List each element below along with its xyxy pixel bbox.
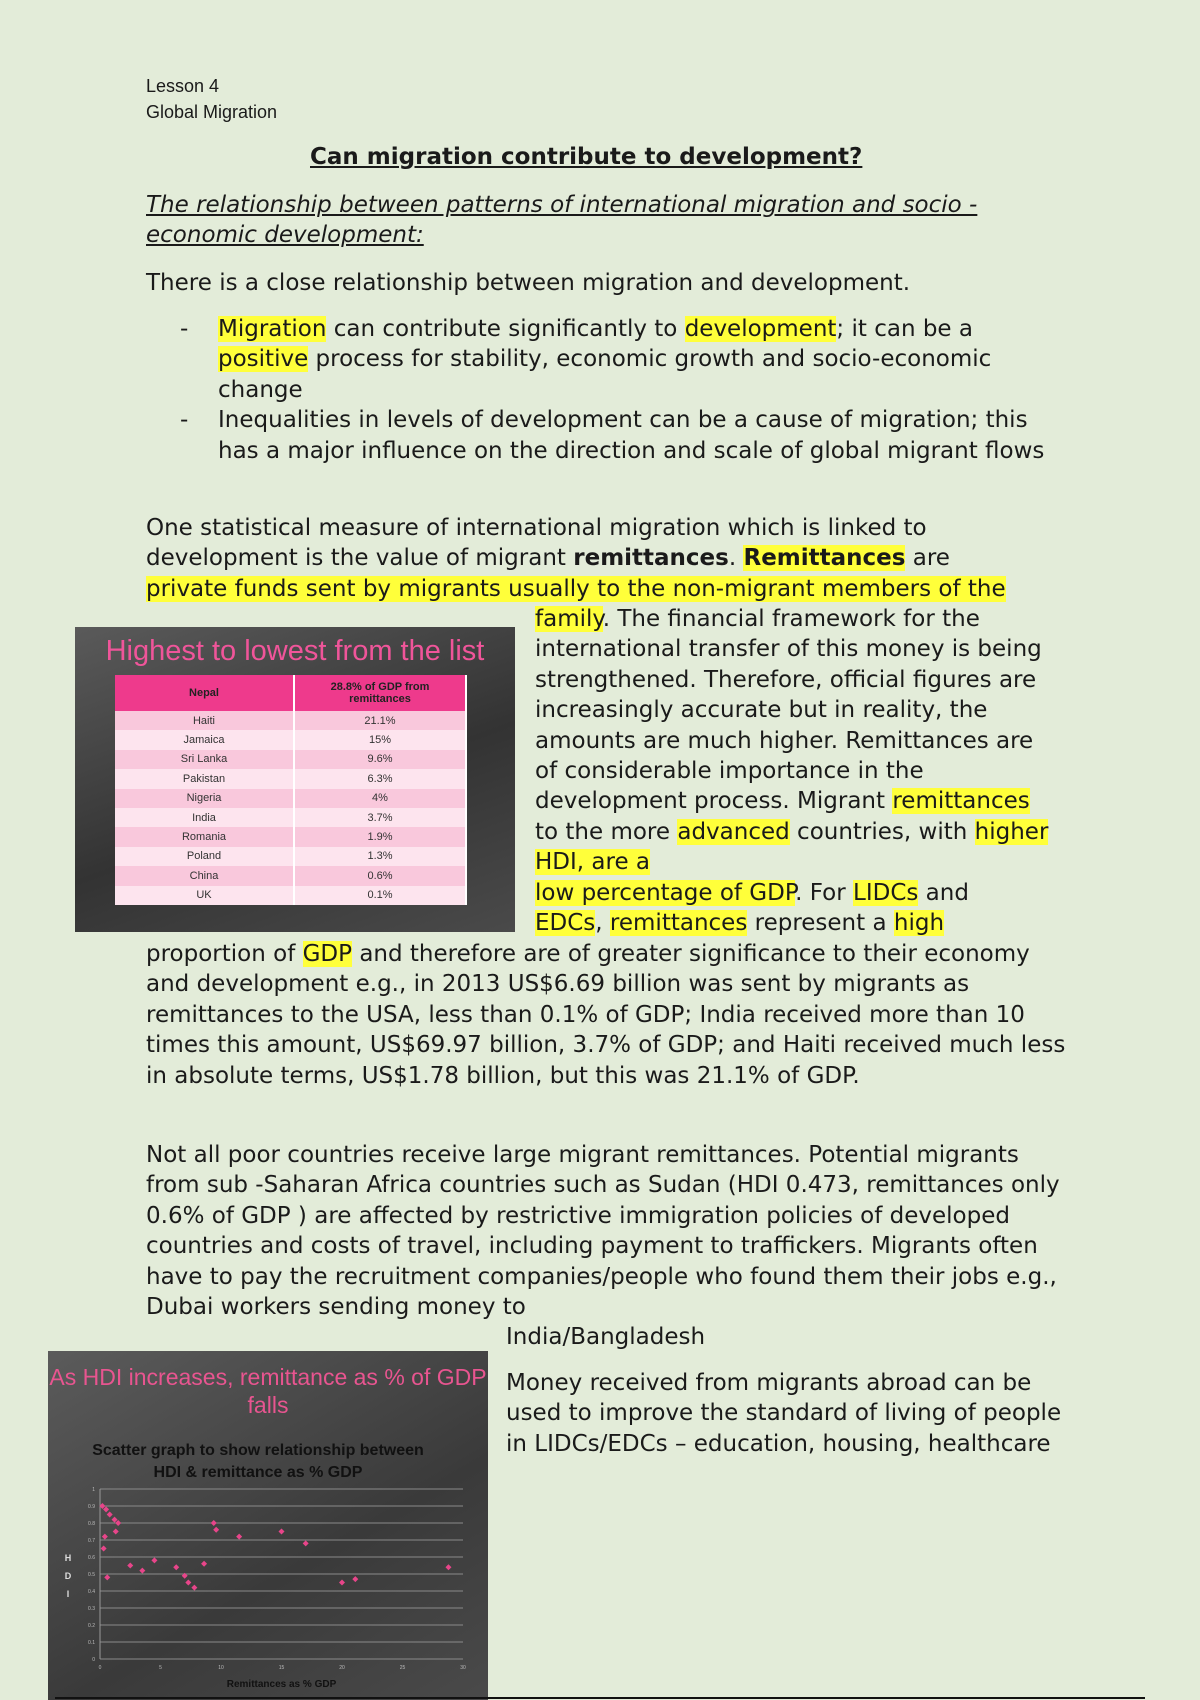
x-tick-label: 5 [159, 1665, 162, 1671]
table-slide-title: Highest to lowest from the list [105, 635, 485, 667]
table-cell-value: 15% [294, 730, 466, 749]
remittances-text: proportion of [146, 941, 303, 967]
remittances-term: remittances [573, 545, 729, 572]
table-cell-value: 21.1% [294, 711, 466, 730]
table-header-row [115, 675, 466, 711]
y-tick-label: 0.1 [88, 1640, 95, 1646]
y-tick-label: 0.3 [88, 1606, 95, 1612]
remittances-intro [146, 513, 1076, 574]
remittances-examples [146, 939, 1076, 1091]
table-row [115, 750, 466, 769]
highlight-edcs: EDCs [535, 910, 596, 937]
highlight-low-percentage: low percentage of GDP [535, 879, 796, 906]
chart-title: Scatter graph to show relationship between HDI & remittance as % GDP [92, 1442, 424, 1481]
scatter-point [339, 1580, 345, 1586]
scatter-point [445, 1564, 451, 1570]
scatter-point [173, 1564, 179, 1570]
remittances-definition [146, 574, 1006, 604]
remittances-side-text [535, 604, 1060, 938]
y-tick-label: 0.7 [88, 1538, 95, 1544]
bullet-list [180, 314, 1060, 466]
scatter-point [139, 1568, 145, 1574]
table-cell-value: 6.3% [294, 769, 466, 788]
bullet-item-development [180, 314, 1060, 405]
remittance-table-slide [75, 627, 515, 932]
table-cell-value: 0.1% [294, 886, 466, 905]
lesson-topic: Global Migration [146, 102, 278, 122]
y-tick-label: 0.4 [88, 1589, 95, 1595]
remittances-text: countries, with [789, 818, 975, 845]
table-cell-country: Nigeria [115, 789, 294, 808]
remittances-text: are [905, 545, 950, 572]
scatter-point [279, 1529, 285, 1535]
bullet-text: process for stability, economic growth and socio-economic change [218, 346, 992, 403]
y-tick-label: 0.6 [88, 1555, 95, 1561]
remittances-text [603, 910, 610, 936]
scatter-point [102, 1534, 108, 1540]
highlight-remittances-term: Remittances [743, 545, 906, 572]
table-cell-country: Sri Lanka [115, 750, 294, 769]
x-tick-label: 25 [399, 1665, 406, 1671]
table-cell-country: India [115, 808, 294, 827]
highlight-high: high [893, 910, 945, 937]
bullet-item-inequalities [180, 405, 1060, 466]
x-tick-label: 30 [460, 1665, 466, 1671]
scatter-point [151, 1557, 157, 1563]
remittances-text: represent a [747, 910, 894, 937]
remittances-text: . For [795, 879, 854, 906]
table-cell-country: Jamaica [115, 730, 294, 749]
x-axis-label: Remittances as % GDP [226, 1679, 337, 1690]
poor-countries-paragraph: Not all poor countries receive large migrant remittances. Potential migrants from sub -Saharan Africa countries such as Sudan (HDI 0.473, remittances only 0.6% of GDP ) are affected by restrictive immigration policies of developed countries and costs of travel, including payment to traffickers. Migrants often have to pay the recruitment companies/people who found them their jobs e.g., Dubai workers sending money to [146, 1142, 1060, 1321]
scatter-point [104, 1574, 110, 1580]
table-cell-country: UK [115, 886, 294, 905]
highlight-remittances: remittances [892, 788, 1030, 815]
y-tick-label: 0.9 [88, 1504, 95, 1510]
x-tick-label: 0 [98, 1665, 102, 1671]
scatter-point [211, 1520, 217, 1526]
table-cell-value: 9.6% [294, 750, 466, 769]
highlight-positive: positive [218, 346, 309, 373]
remittances-text: and therefore are of greater significance to their economy and development e.g., in 2013 US$6.69 billion was sent by migrants as remittances to the USA, less than 0.1% of GDP; India received more than 10 times this amount, US$69.97 billion, 3.7% of GDP; and Haiti received much less in absolute terms, US$1.78 billion, but this was 21.1% of GDP. [146, 941, 1066, 1089]
scatter-point [185, 1580, 191, 1586]
bullet-dash: - [180, 407, 189, 434]
table-cell-value: 1.3% [294, 847, 466, 866]
table-header-value: 28.8% of GDP from remittances [294, 675, 466, 711]
highlight-remittances-2: remittances [609, 910, 748, 937]
scatter-point [352, 1576, 358, 1582]
table-row [115, 730, 466, 749]
highlight-gdp: GDP [302, 941, 353, 967]
scatter-chart [48, 1351, 488, 1700]
highlight-lidcs: LIDCs [853, 879, 919, 906]
money-paragraph: Money received from migrants abroad can be used to improve the standard of living of people in LIDCs/EDCs – education, housing, healthcare [506, 1370, 1062, 1457]
table-row [115, 847, 466, 866]
intro-paragraph: There is a close relationship between migration and development. [146, 270, 911, 296]
remittances-text: , [595, 910, 603, 937]
remittances-text: . [728, 545, 737, 572]
remittance-table [115, 675, 467, 905]
poor-countries-tail: India/Bangladesh [506, 1324, 706, 1350]
y-tick-label: 0 [92, 1657, 95, 1663]
table-row [115, 808, 466, 827]
table-cell-value: 1.9% [294, 827, 466, 846]
table-row [115, 711, 466, 730]
table-cell-country: Pakistan [115, 769, 294, 788]
y-axis-label-letter: H [64, 1553, 72, 1563]
bullet-text: can contribute significantly to [326, 316, 685, 342]
table-cell-country: Haiti [115, 711, 294, 730]
remittances-text: One statistical measure of international migration which is linked to development is the value of migrant [146, 515, 927, 572]
y-tick-label: 0.8 [88, 1521, 95, 1527]
scatter-point [113, 1529, 119, 1535]
highlight-migration: Migration [218, 316, 327, 342]
x-tick-label: 20 [339, 1665, 345, 1671]
table-cell-value: 0.6% [294, 866, 466, 885]
highlight-definition: private funds sent by migrants usually to the non-migrant members of the [146, 576, 1006, 602]
table-row [115, 827, 466, 846]
remittances-text: and [918, 879, 969, 906]
table-cell-value: 3.7% [294, 808, 466, 827]
table-cell-value: 4% [294, 789, 466, 808]
remittances-text: . The financial framework for the international transfer of this money is being strengthened. Therefore, official figures are increasingly accurate but in reality, the amounts are much higher. Remittances are of considerable importance in the development process. Migrant [535, 606, 1042, 815]
scatter-chart-slide [48, 1351, 488, 1700]
table-row [115, 789, 466, 808]
y-tick-label: 0.5 [88, 1572, 95, 1578]
scatter-point [101, 1546, 107, 1552]
bullet-text: ; it can be a [836, 316, 973, 342]
table-cell-country: Romania [115, 827, 294, 846]
table-cell-country: China [115, 866, 294, 885]
scatter-point [303, 1540, 309, 1546]
x-tick-label: 10 [218, 1665, 224, 1671]
page-title: Can migration contribute to development? [310, 144, 863, 170]
table-row [115, 866, 466, 885]
scatter-point [201, 1561, 207, 1567]
table-row [115, 769, 466, 788]
highlight-family: family [535, 606, 603, 632]
section-subtitle: The relationship between patterns of international migration and socio - economic development: [146, 192, 978, 248]
scatter-point [107, 1512, 113, 1518]
bullet-dash: - [180, 316, 189, 342]
y-tick-label: 1 [92, 1487, 95, 1493]
bullet-text: Inequalities in levels of development can be a cause of migration; this has a major influence on the direction and scale of global migrant flows [218, 407, 1045, 464]
scatter-point [213, 1527, 219, 1533]
highlight-development: development [684, 316, 837, 342]
scatter-point [127, 1563, 133, 1569]
table-cell-country: Poland [115, 847, 294, 866]
y-axis-label-letter: D [64, 1571, 72, 1581]
chart-heading: As HDI increases, remittance as % of GDP falls [49, 1364, 487, 1418]
highlight-advanced: advanced [677, 818, 790, 845]
remittances-text: to the more [535, 818, 678, 845]
highlight-higher-hdi: higher HDI, are a [535, 818, 1049, 876]
scatter-point [191, 1585, 197, 1591]
table-header-country: Nepal [115, 675, 294, 711]
table-row [115, 886, 466, 905]
scatter-point [236, 1534, 242, 1540]
y-tick-label: 0.2 [88, 1623, 95, 1629]
y-axis-label-letter: I [66, 1589, 70, 1599]
page-bottom-rule [55, 1697, 1145, 1699]
x-tick-label: 15 [278, 1665, 285, 1671]
lesson-number: Lesson 4 [146, 76, 220, 96]
